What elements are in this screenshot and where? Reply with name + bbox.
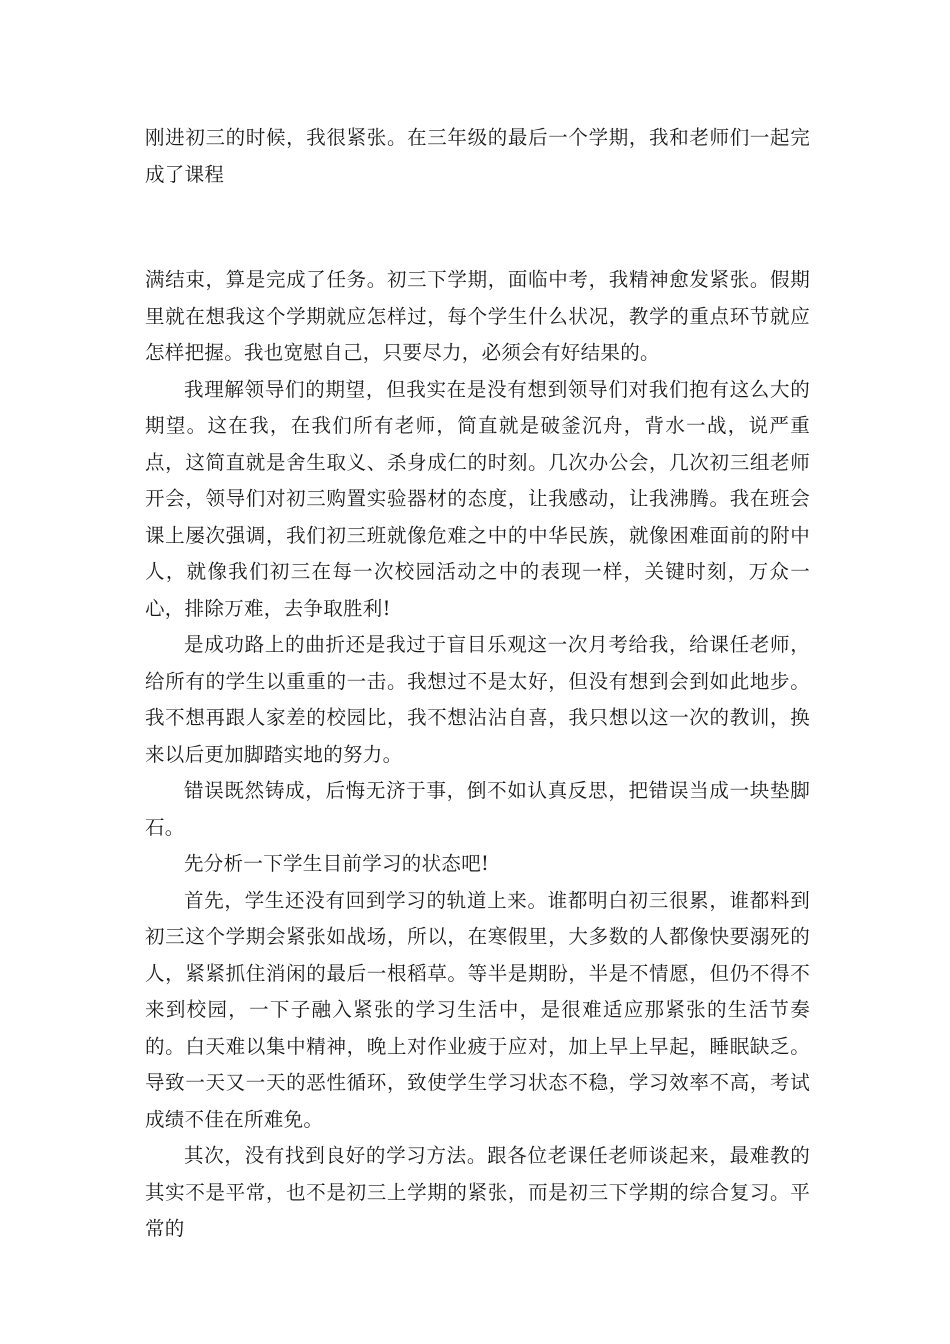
paragraph-monthly-exam: 是成功路上的曲折还是我过于盲目乐观这一次月考给我，给课任老师，给所有的学生以重重的一击。我想过不是太好，但没有想到会到如此地步。我不想再跟人家差的校园比，我不想沾沾自喜，我只想以这一次的教训，换来以后更加脚踏实地的努力。 <box>145 633 810 766</box>
intro-paragraph: 刚进初三的时候，我很紧张。在三年级的最后一个学期，我和老师们一起完成了课程 <box>145 126 810 186</box>
paragraph-analysis-intro: 先分析一下学生目前学习的状态吧! <box>184 852 490 875</box>
body-text-block <box>145 262 810 1248</box>
paragraph-first-point: 首先，学生还没有回到学习的轨道上来。谁都明白初三很累，谁都料到初三这个学期会紧张如战场，所以，在寒假里，大多数的人都像快要溺死的人，紧紧抓住消闲的最后一根稻草。等半是期盼，半是不情愿，但仍不得不来到校园，一下子融入紧张的学习生活中，是很难适应那紧张的生活节奏的。白天难以集中精神，晚上对作业疲于应对，加上早上早起，睡眠缺乏。导致一天又一天的恶性循环，致使学生学习状态不稳，学习效率不高，考试成绩不佳在所难免。 <box>145 888 810 1131</box>
paragraph-continuation: 满结束，算是完成了任务。初三下学期，面临中考，我精神愈发紧张。假期里就在想我这个学期就应怎样过，每个学生什么状况，教学的重点环节就应怎样把握。我也宽慰自己，只要尽力，必须会有好结果的。 <box>145 268 810 364</box>
intro-text-block <box>145 120 810 193</box>
paragraph-second-point: 其次，没有找到良好的学习方法。跟各位老课任老师谈起来，最难教的其实不是平常，也不是初三上学期的紧张，而是初三下学期的综合复习。平常的 <box>145 1144 810 1240</box>
paragraph-leadership-expectations: 我理解领导们的期望，但我实在是没有想到领导们对我们抱有这么大的期望。这在我，在我们所有老师，简直就是破釜沉舟，背水一战，说严重点，这简直就是舍生取义、杀身成仁的时刻。几次办公会，几次初三组老师开会，领导们对初三购置实验器材的态度，让我感动，让我沸腾。我在班会课上屡次强调，我们初三班就像危难之中的中华民族，就像困难面前的附中人，就像我们初三在每一次校园活动之中的表现一样，关键时刻，万众一心，排除万难，去争取胜利! <box>145 377 810 620</box>
paragraph-reflection: 错误既然铸成，后悔无济于事，倒不如认真反思，把错误当成一块垫脚石。 <box>145 779 810 839</box>
